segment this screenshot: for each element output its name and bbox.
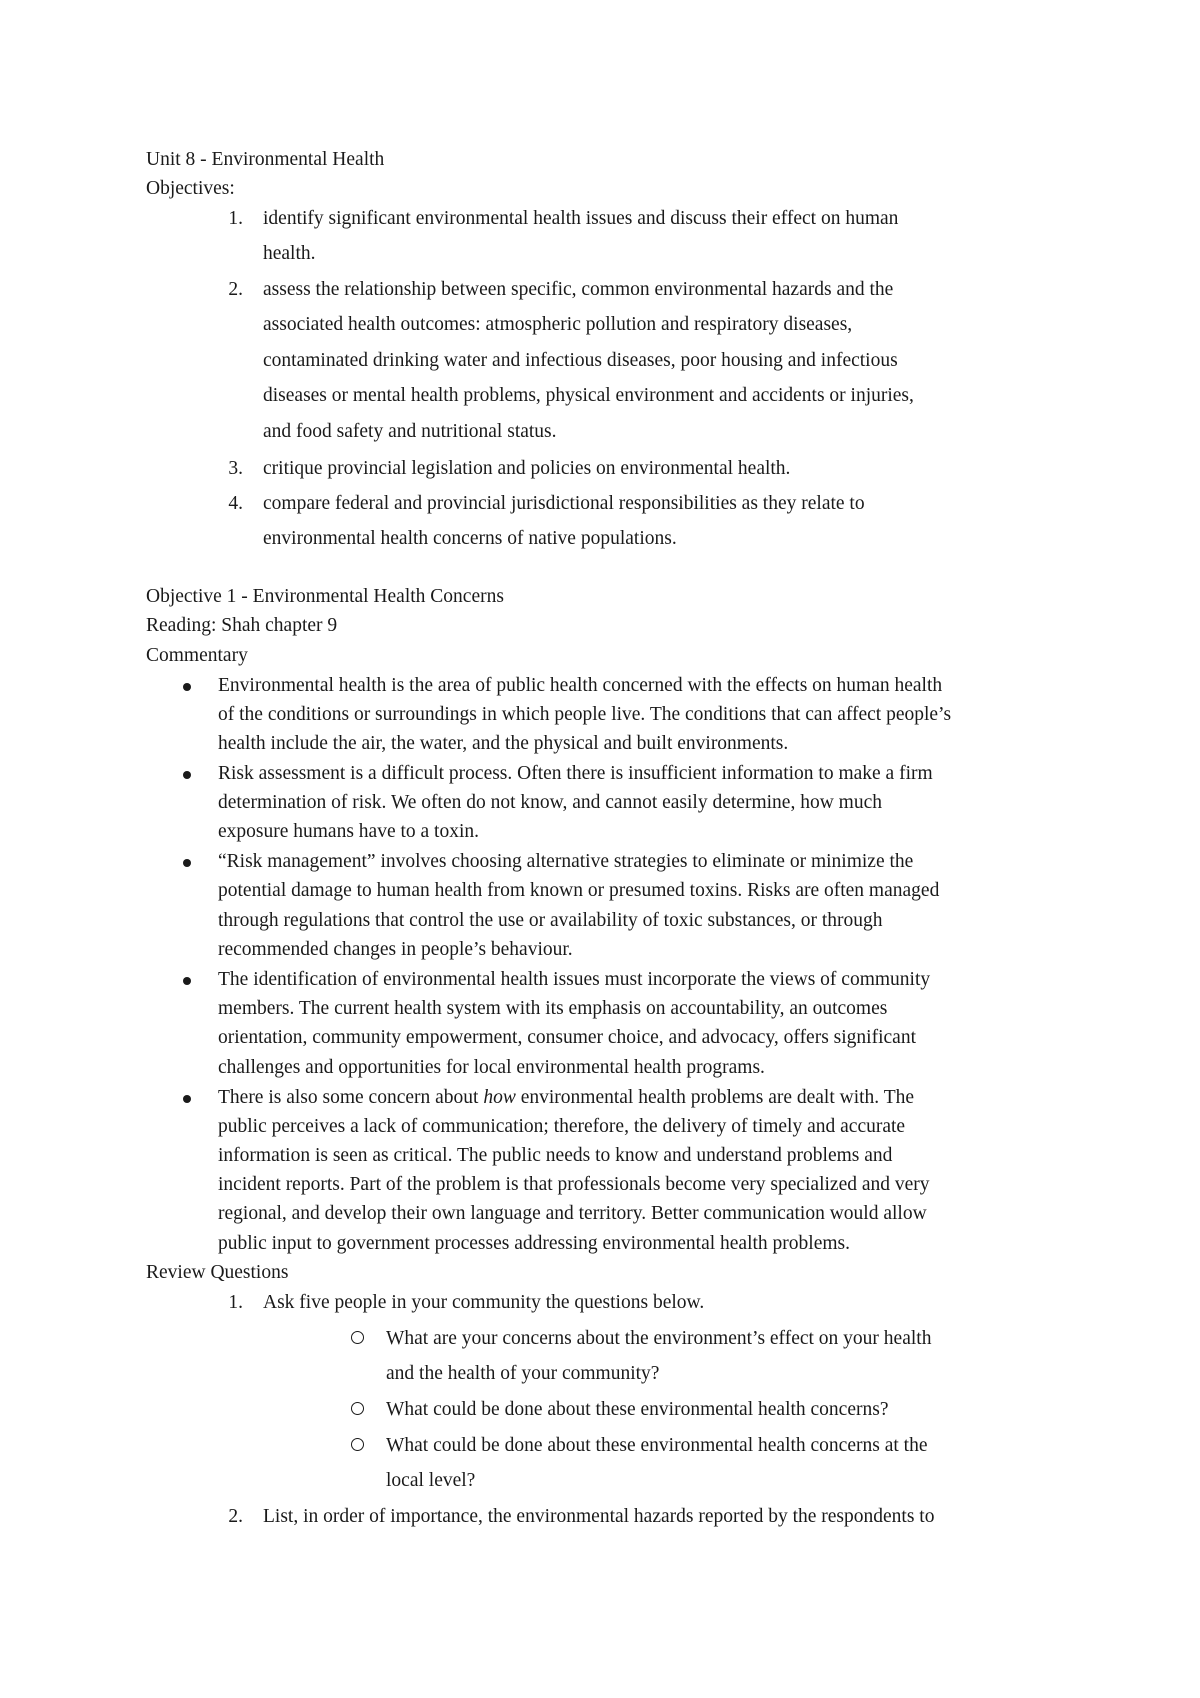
- commentary-text: health include the air, the water, and the physical and built environments.: [218, 733, 789, 754]
- objective-number: 1.: [228, 208, 243, 229]
- commentary-text: Environmental health is the area of public health concerned with the effects on human health: [218, 675, 943, 696]
- section-heading: Objective 1 - Environmental Health Concerns: [146, 586, 504, 607]
- commentary-text: members. The current health system with its emphasis on accountability, an outcomes: [218, 998, 888, 1019]
- commentary-text: public input to government processes addressing environmental health problems.: [218, 1233, 850, 1254]
- objective-text: compare federal and provincial jurisdictional responsibilities as they relate to: [263, 493, 865, 514]
- question-text: Ask five people in your community the questions below.: [263, 1292, 705, 1313]
- objective-text: identify significant environmental health issues and discuss their effect on human: [263, 208, 899, 229]
- question-number: 1.: [228, 1292, 243, 1313]
- commentary-text: regional, and develop their own language and territory. Better communication would allow: [218, 1203, 927, 1224]
- circle-bullet-icon: [351, 1438, 364, 1451]
- objective-text: critique provincial legislation and policies on environmental health.: [263, 458, 791, 479]
- objective-text: environmental health concerns of native populations.: [263, 528, 677, 549]
- commentary-text: Risk assessment is a difficult process. Often there is insufficient information to make a firm: [218, 763, 933, 784]
- commentary-text: exposure humans have to a toxin.: [218, 821, 480, 842]
- sub-question-text: and the health of your community?: [386, 1363, 660, 1384]
- commentary-text: orientation, community empowerment, consumer choice, and advocacy, offers significant: [218, 1027, 916, 1048]
- commentary-text: potential damage to human health from known or presumed toxins. Risks are often managed: [218, 880, 940, 901]
- objective-text: health.: [263, 243, 316, 264]
- objective-number: 2.: [228, 279, 243, 300]
- commentary-text: determination of risk. We often do not know, and cannot easily determine, how much: [218, 792, 882, 813]
- sub-question-text: What are your concerns about the environment’s effect on your health: [386, 1328, 932, 1349]
- objective-number: 3.: [228, 458, 243, 479]
- objective-number: 4.: [228, 493, 243, 514]
- bullet-icon: [183, 683, 191, 691]
- bullet-icon: [183, 977, 191, 985]
- bullet-icon: [183, 771, 191, 779]
- circle-bullet-icon: [351, 1402, 364, 1415]
- commentary-text: through regulations that control the use or availability of toxic substances, or through: [218, 910, 883, 931]
- commentary-text: recommended changes in people’s behaviour.: [218, 939, 573, 960]
- commentary-text: public perceives a lack of communication; therefore, the delivery of timely and accurate: [218, 1116, 906, 1137]
- objective-text: and food safety and nutritional status.: [263, 421, 557, 442]
- objective-text: contaminated drinking water and infectious diseases, poor housing and infectious: [263, 350, 898, 371]
- objectives-label: Objectives:: [146, 178, 235, 199]
- sub-question-text: What could be done about these environmental health concerns?: [386, 1399, 889, 1420]
- commentary-label: Commentary: [146, 645, 248, 666]
- objective-text: diseases or mental health problems, physical environment and accidents or injuries,: [263, 385, 914, 406]
- commentary-text: information is seen as critical. The public needs to know and understand problems and: [218, 1145, 893, 1166]
- question-text: List, in order of importance, the environmental hazards reported by the respondents to: [263, 1506, 935, 1527]
- commentary-text: The identification of environmental health issues must incorporate the views of community: [218, 969, 931, 990]
- commentary-text: There is also some concern about how environmental health problems are dealt with. The: [218, 1087, 915, 1108]
- commentary-text: incident reports. Part of the problem is that professionals become very specialized and very: [218, 1174, 930, 1195]
- bullet-icon: [183, 1095, 191, 1103]
- commentary-text: of the conditions or surroundings in which people live. The conditions that can affect people’s: [218, 704, 952, 725]
- bullet-icon: [183, 859, 191, 867]
- sub-question-text: What could be done about these environmental health concerns at the: [386, 1435, 928, 1456]
- commentary-text: challenges and opportunities for local environmental health programs.: [218, 1057, 765, 1078]
- objective-text: assess the relationship between specific, common environmental hazards and the: [263, 279, 894, 300]
- sub-question-text: local level?: [386, 1470, 476, 1491]
- page-title: Unit 8 - Environmental Health: [146, 149, 385, 170]
- commentary-text: “Risk management” involves choosing alternative strategies to eliminate or minimize the: [218, 851, 914, 872]
- question-number: 2.: [228, 1506, 243, 1527]
- objective-text: associated health outcomes: atmospheric pollution and respiratory diseases,: [263, 314, 853, 335]
- review-questions-label: Review Questions: [146, 1262, 289, 1283]
- reading-line: Reading: Shah chapter 9: [146, 615, 338, 636]
- circle-bullet-icon: [351, 1331, 364, 1344]
